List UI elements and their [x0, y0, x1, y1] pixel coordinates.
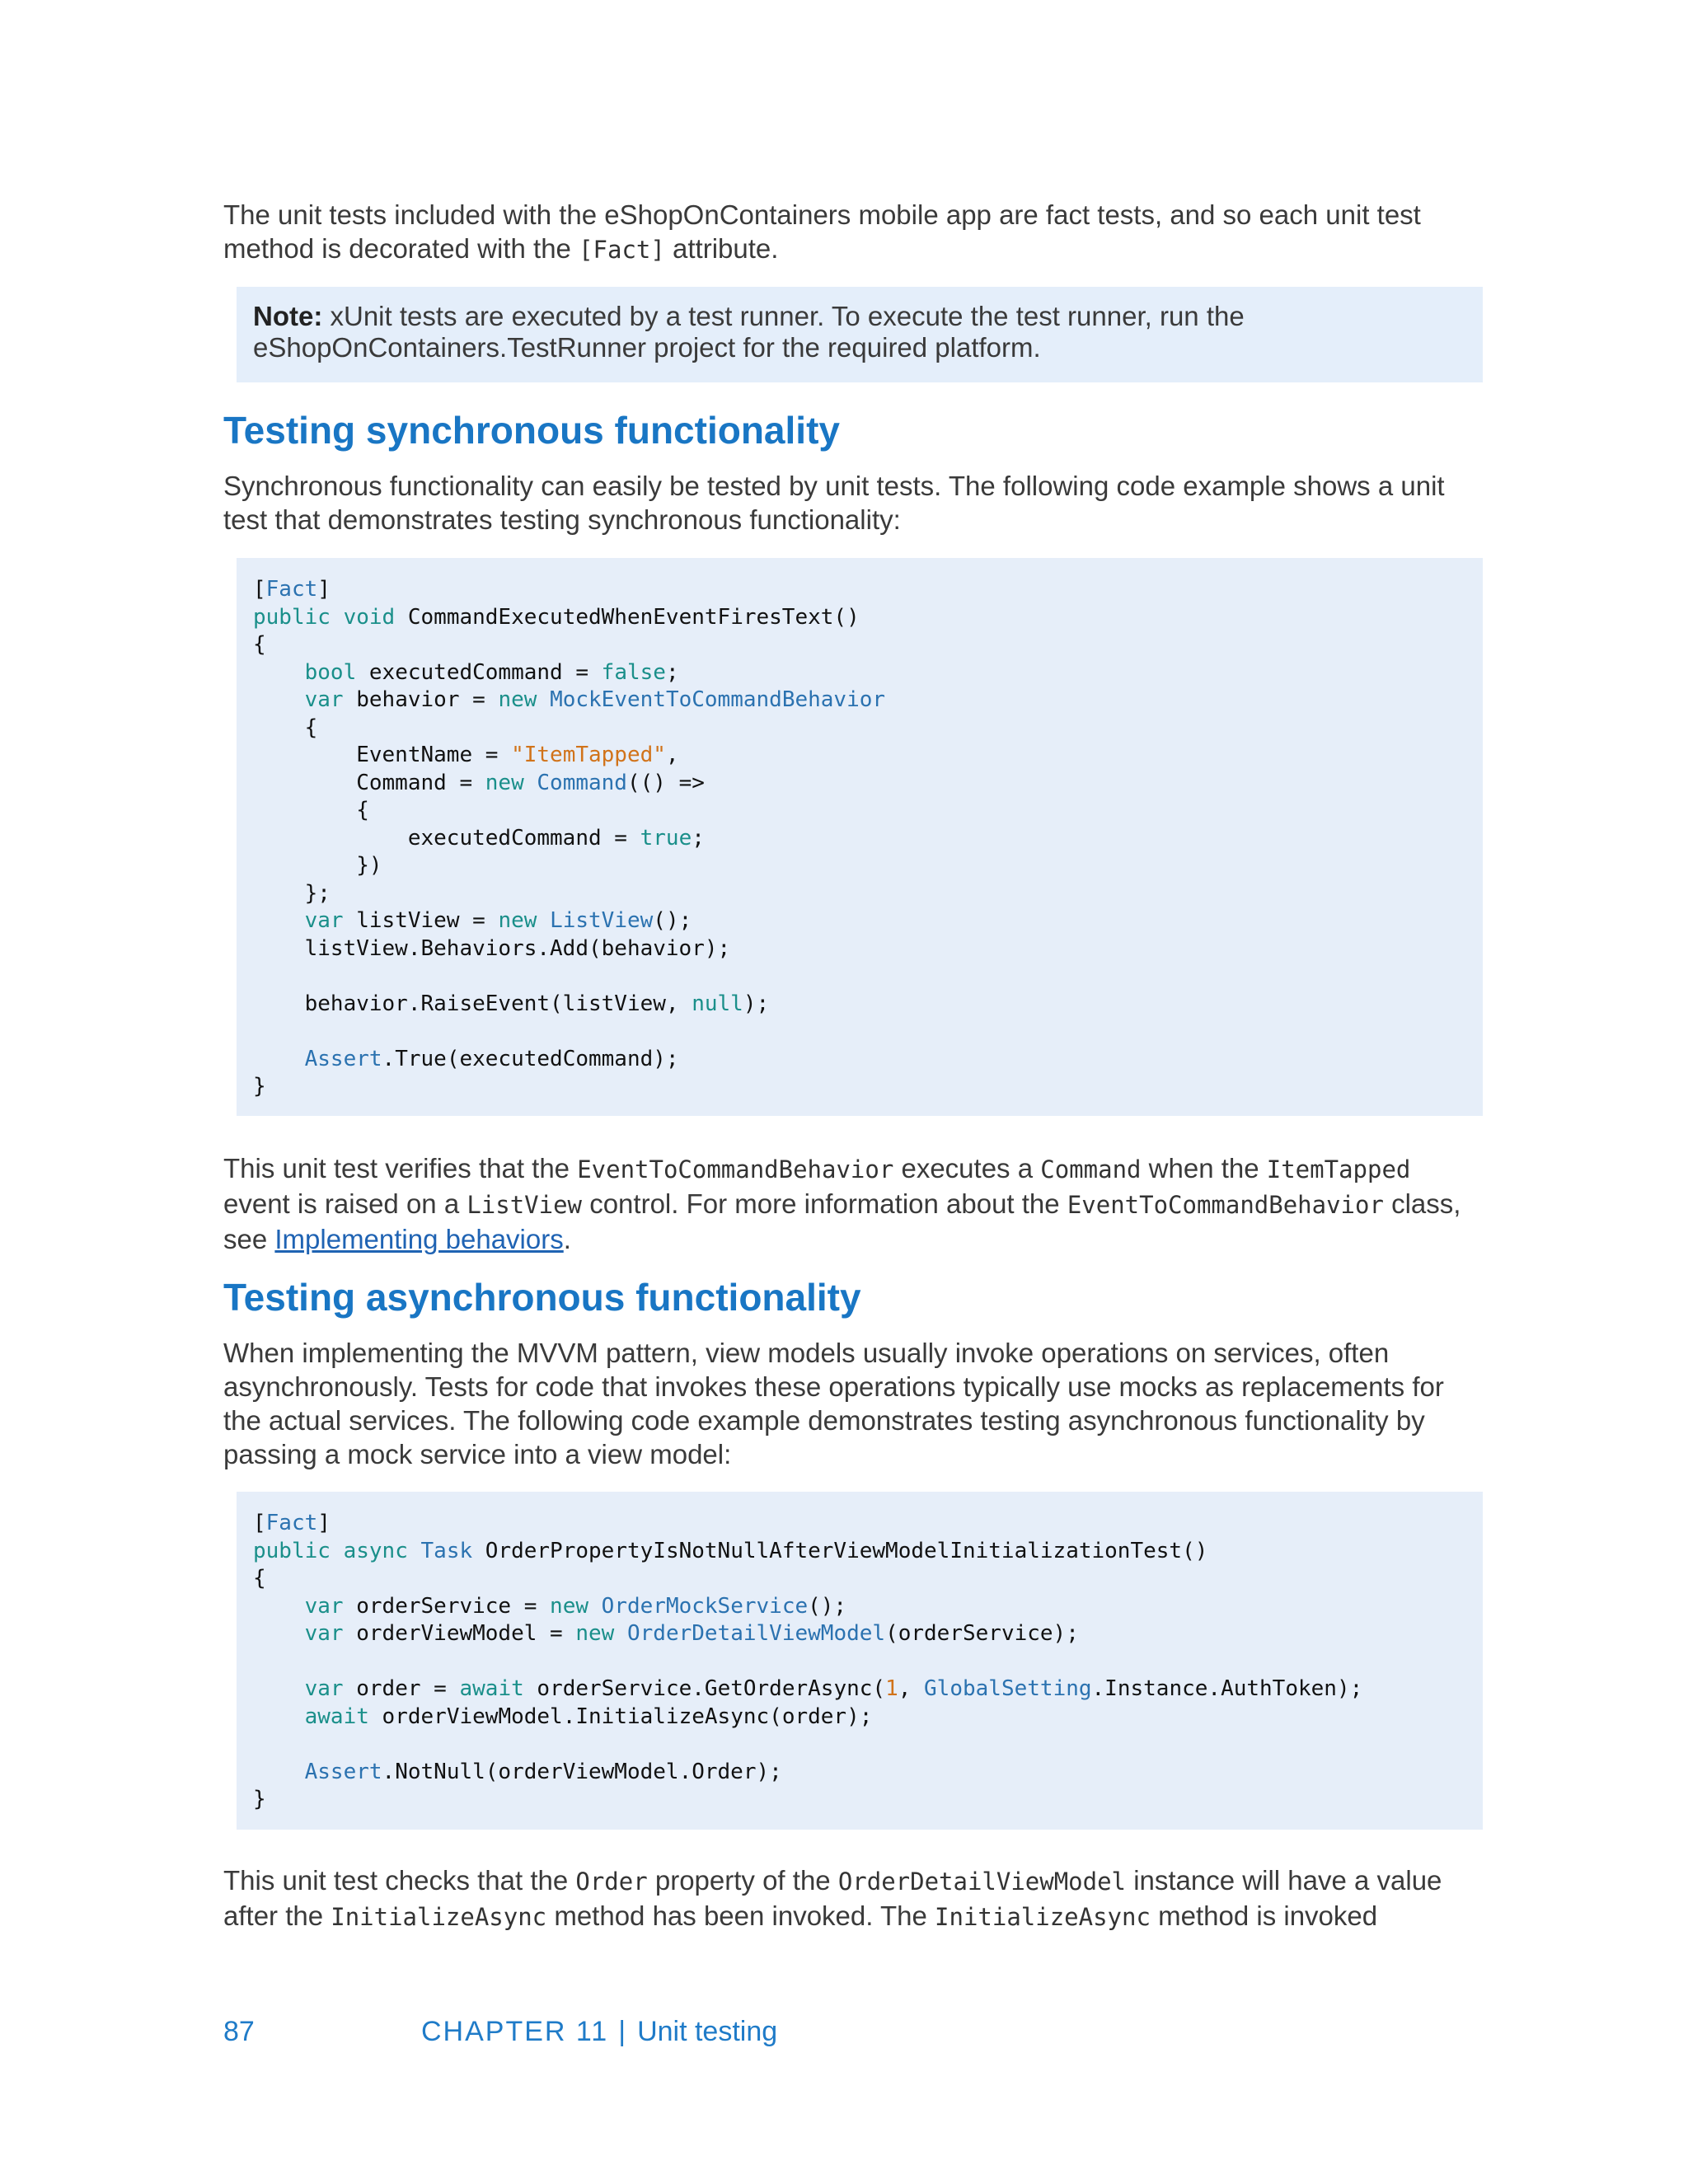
event-to-command-behavior-code-2: EventToCommandBehavior	[1067, 1191, 1384, 1219]
intro-paragraph	[223, 198, 1476, 267]
section-heading-synchronous: Testing synchronous functionality	[223, 409, 840, 452]
intro-text-before: The unit tests included with the eShopOnContainers mobile app are fact tests, and so each unit test method is decorated with the	[223, 199, 1421, 264]
chapter-separator: |	[618, 2016, 628, 2047]
initialize-async-code-2: InitializeAsync	[935, 1903, 1151, 1931]
chapter-label: CHAPTER 11	[421, 2016, 609, 2047]
para3-text-3: instance will have a value after the	[223, 1865, 1442, 1931]
section2-paragraph: When implementing the MVVM pattern, view models usually invoke operations on services, often asynchronously. Tests for code that invokes these operations typically use mocks as replacements for the actual services. The following code example demonstrates testing asynchronous functionality by passing a mock service into a view model:	[223, 1338, 1444, 1469]
order-property-paragraph	[223, 1863, 1476, 1934]
order-detail-view-model-code: OrderDetailViewModel	[837, 1868, 1127, 1896]
para3-text-1: This unit test checks that the	[223, 1865, 576, 1896]
intro-text-after: attribute.	[664, 233, 779, 264]
code-block-synchronous-test	[237, 558, 1483, 1116]
note-callout	[237, 287, 1483, 382]
item-tapped-code: ItemTapped	[1266, 1155, 1411, 1183]
para2-text-1: This unit test verifies that the	[223, 1153, 578, 1183]
initialize-async-code: InitializeAsync	[331, 1903, 547, 1931]
para3-text-2: property of the	[647, 1865, 838, 1896]
para2-text-5: control. For more information about the	[582, 1188, 1067, 1219]
fact-attribute-code: [Fact]	[579, 236, 665, 264]
chapter-title: Unit testing	[637, 2016, 778, 2047]
code-listing: [Fact] public void CommandExecutedWhenEventFiresText() { bool executedCommand = false; var behavior = new MockEventToCommandBehavior { EventName = "ItemTapped", Command = new Command(() => { executedCommand = true; }) }; var listView = new ListView(); listView.Behaviors.Add(behavior); behavior.RaiseEvent(listView, null); Assert.True(executedCommand); }	[253, 577, 886, 1099]
event-to-command-behavior-code: EventToCommandBehavior	[577, 1155, 894, 1183]
command-code: Command	[1040, 1155, 1142, 1183]
para2-text-6: class, see	[223, 1188, 1461, 1254]
behavior-explanation-paragraph	[223, 1151, 1476, 1256]
para3-text-5: method is invoked	[1150, 1900, 1378, 1931]
section1-paragraph: Synchronous functionality can easily be tested by unit tests. The following code example shows a unit test that demonstrates testing synchronous functionality:	[223, 471, 1445, 535]
note-text: xUnit tests are executed by a test runner. To execute the test runner, run the eShopOnContainers.TestRunner project for the required platform.	[253, 301, 1245, 363]
chapter-footer	[421, 2014, 777, 2049]
implementing-behaviors-link[interactable]: Implementing behaviors	[274, 1224, 564, 1254]
para2-text-3: when the	[1141, 1153, 1267, 1183]
section-heading-asynchronous: Testing asynchronous functionality	[223, 1276, 861, 1319]
order-code: Order	[575, 1868, 648, 1896]
para2-text-4: event is raised on a	[223, 1188, 467, 1219]
page-number: 87	[223, 2016, 255, 2047]
code-block-asynchronous-test	[237, 1492, 1483, 1830]
para2-text-7: .	[563, 1224, 571, 1254]
note-label: Note:	[253, 301, 323, 331]
para2-text-2: executes a	[893, 1153, 1041, 1183]
list-view-code: ListView	[467, 1191, 583, 1219]
para3-text-4: method has been invoked. The	[546, 1900, 935, 1931]
code-listing: [Fact] public async Task OrderPropertyIsNotNullAfterViewModelInitializationTest() { var orderService = new OrderMockService(); var orderViewModel = new OrderDetailViewModel(orderService); var order = await orderService.GetOrderAsync(1, GlobalSetting.Instance.AuthToken); await orderViewModel.InitializeAsync(order); Assert.NotNull(orderViewModel.Order); }	[253, 1511, 1363, 1811]
